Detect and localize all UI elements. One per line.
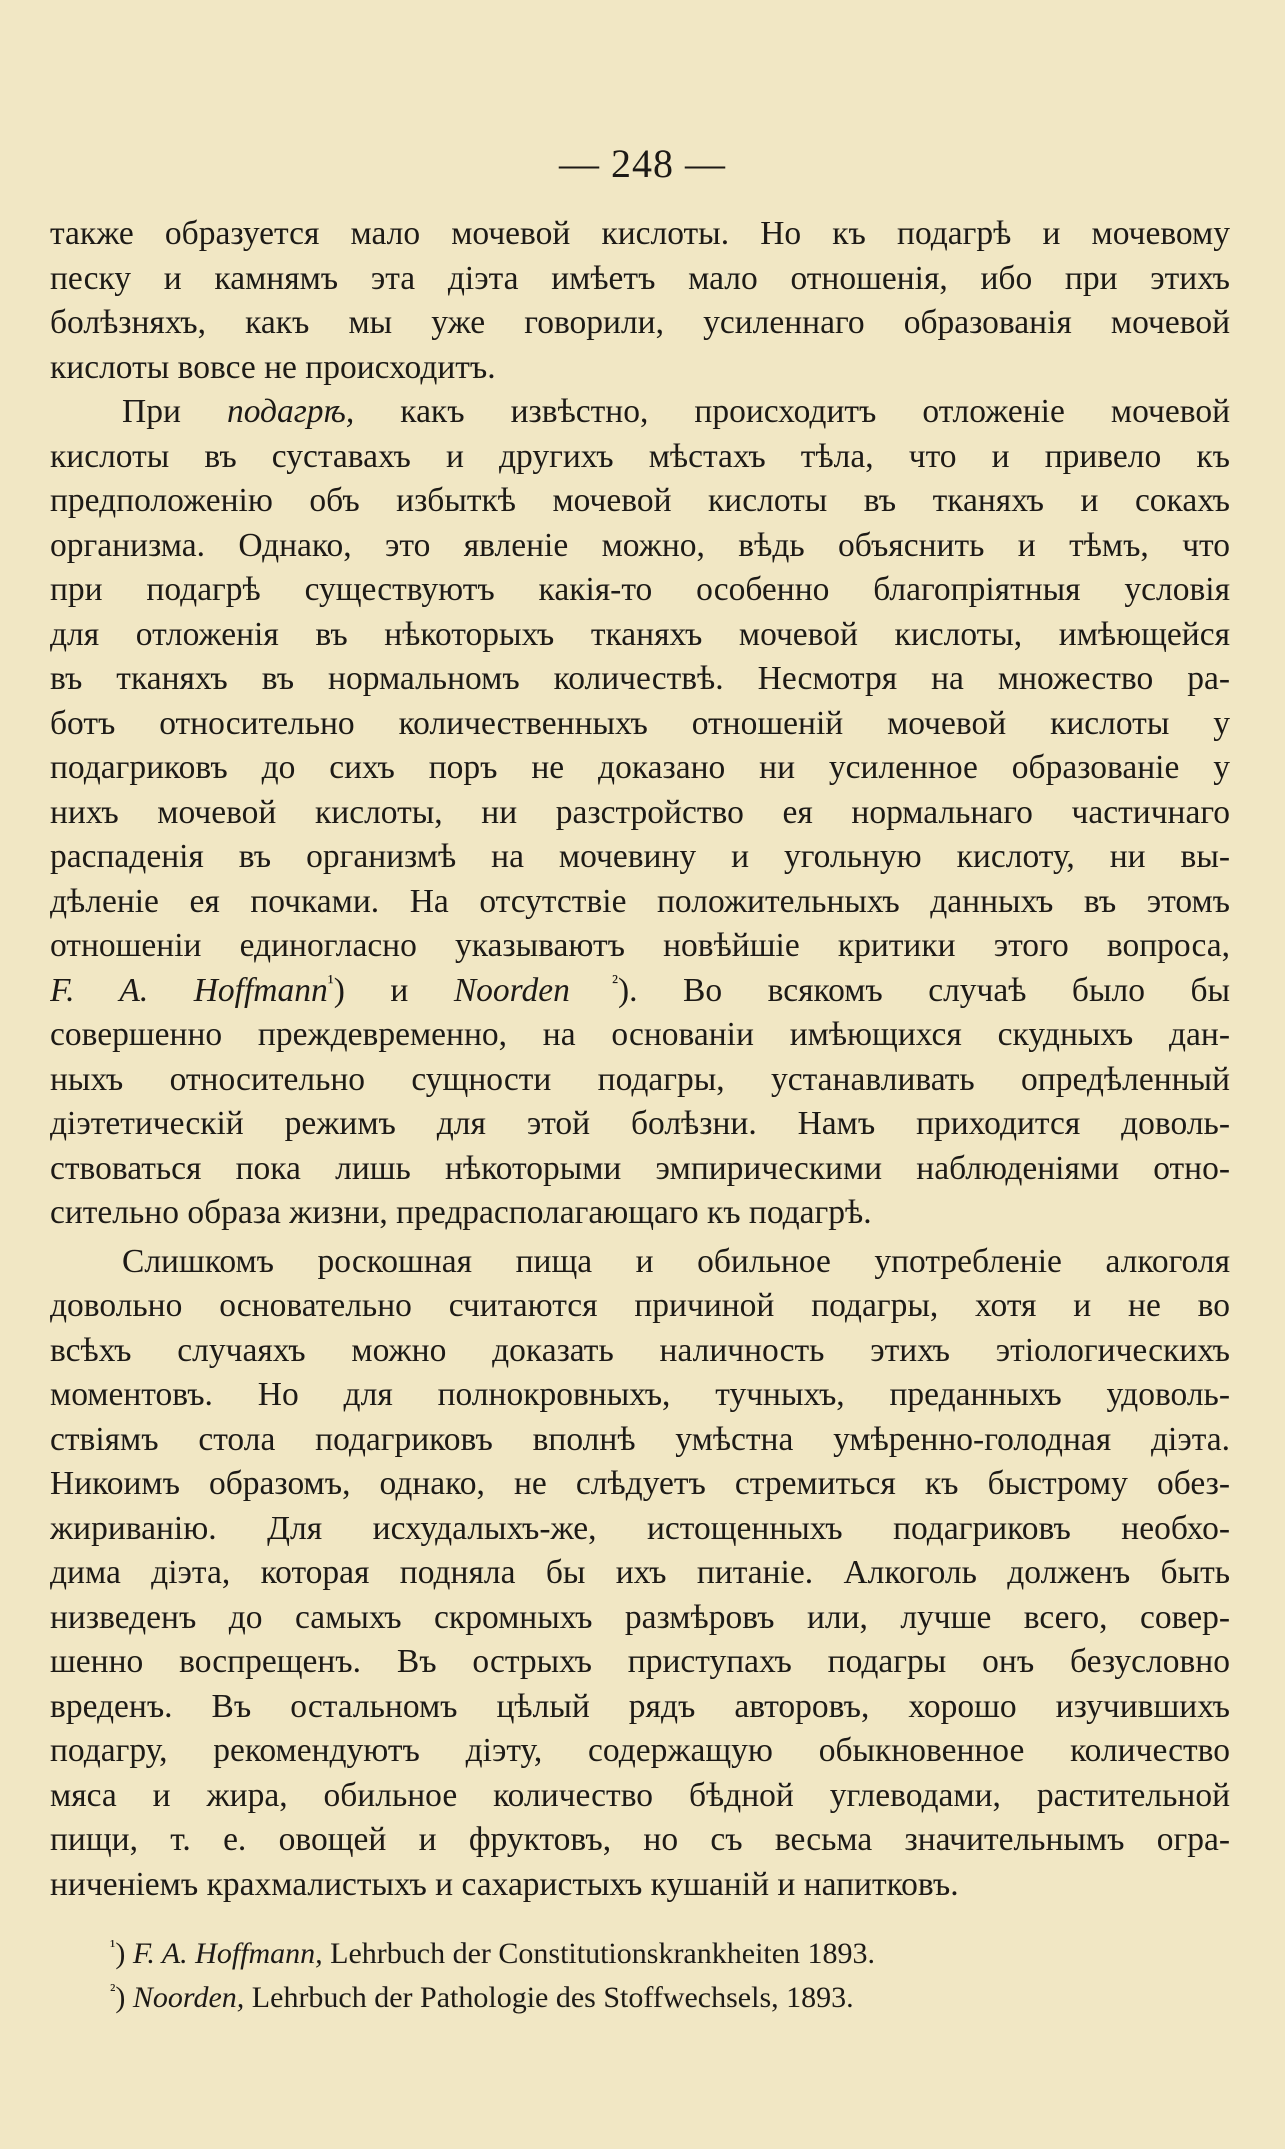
text-line: ствіямъ стола подагриковъ вполнѣ умѣстна умѣренно-голодная діэта. bbox=[50, 1420, 1230, 1458]
text-run: какъ извѣстно, происходитъ отложеніе мочевой bbox=[354, 393, 1230, 430]
italic-text: Noorden bbox=[453, 971, 570, 1009]
text-line: организма. Однако, это явленіе можно, вѣдь объяснить и тѣмъ, что bbox=[50, 526, 1230, 564]
text-line: Никоимъ образомъ, однако, не слѣдуетъ стремиться къ быстрому обез- bbox=[50, 1465, 1230, 1502]
text-line: въ тканяхъ въ нормальномъ количествѣ. Несмотря на множество ра- bbox=[50, 660, 1230, 697]
text-line: довольно основательно считаются причиной подагры, хотя и не во bbox=[50, 1287, 1230, 1324]
text-run: ) и bbox=[333, 971, 454, 1009]
text-line: нихъ мочевой кислоты, ни разстройство ея нормальнаго частичнаго bbox=[50, 793, 1230, 831]
text-line: вреденъ. Въ остальномъ цѣлый рядъ авторовъ, хорошо изучившихъ bbox=[50, 1687, 1230, 1725]
text-line: отношеніи единогласно указываютъ новѣйшіе критики этого вопроса, bbox=[50, 927, 1230, 964]
page-number: — 248 — bbox=[559, 141, 726, 186]
text-line: подагру, рекомендуютъ діэту, содержащую обыкновенное количество bbox=[50, 1732, 1230, 1769]
footnote-author: Noorden, bbox=[132, 1981, 245, 2014]
text-line: ботъ относительно количественныхъ отношеній мочевой кислоты у bbox=[50, 704, 1230, 742]
text-line: песку и камнямъ эта діэта имѣетъ мало отношенія, ибо при этихъ bbox=[50, 259, 1230, 297]
footnote-paren: ) bbox=[115, 1937, 133, 1970]
footnote bbox=[110, 1932, 1230, 1976]
footnotes bbox=[110, 1932, 1230, 2020]
text-line: моментовъ. Но для полнокровныхъ, тучныхъ, преданныхъ удоволь- bbox=[50, 1376, 1230, 1413]
text-line: ныхъ относительно сущности подагры, устанавливать опредѣленный bbox=[50, 1060, 1230, 1098]
text-line: мяса и жира, обильное количество бѣдной углеводами, растительной bbox=[50, 1776, 1230, 1814]
footnote-paren: ) bbox=[115, 1981, 133, 2014]
text-line bbox=[50, 969, 1230, 1014]
text-line: кислоты въ суставахъ и другихъ мѣстахъ тѣла, что и привело къ bbox=[50, 437, 1230, 475]
text-line: болѣзняхъ, какъ мы уже говорили, усиленнаго образованія мочевой bbox=[50, 304, 1230, 341]
text-line: для отложенія въ нѣкоторыхъ тканяхъ мочевой кислоты, имѣющейся bbox=[50, 615, 1230, 653]
text-line: сительно образа жизни, предрасполагающаго къ подагрѣ. bbox=[50, 1194, 872, 1231]
text-line: ствоваться пока лишь нѣкоторыми эмпирическими наблюденіями отно- bbox=[50, 1149, 1230, 1187]
text-line: всѣхъ случаяхъ можно доказать наличность этихъ этіологическихъ bbox=[50, 1331, 1230, 1369]
text-line: подагриковъ до сихъ поръ не доказано ни усиленное образованіе у bbox=[50, 749, 1230, 786]
footnote-mark: ² bbox=[110, 1980, 116, 2000]
text-line: ниченіемъ крахмалистыхъ и сахаристыхъ кушаній и напитковъ. bbox=[50, 1865, 959, 1903]
text-run: При bbox=[122, 393, 227, 430]
text-line: кислоты вовсе не происходитъ. bbox=[50, 348, 496, 386]
text-line: при подагрѣ существуютъ какія-то особенно благопріятныя условія bbox=[50, 571, 1230, 608]
text-line: также образуется мало мочевой кислоты. Но къ подагрѣ и мочевому bbox=[50, 215, 1230, 252]
footnote-ref: ² bbox=[569, 971, 619, 994]
text-line: предположенію объ избыткѣ мочевой кислоты въ тканяхъ и сокахъ bbox=[50, 482, 1230, 519]
text-run: ). Во всякомъ случаѣ было бы bbox=[618, 971, 1230, 1009]
text-line: пищи, т. е. овощей и фруктовъ, но съ весьма значительнымъ огра- bbox=[50, 1821, 1230, 1858]
text-line: совершенно преждевременно, на основаніи имѣющихся скудныхъ дан- bbox=[50, 1016, 1230, 1053]
italic-text: F. A. Hoffmann bbox=[50, 971, 328, 1009]
footnote-text: Lehrbuch der Constitutionskrankheiten 1893. bbox=[322, 1937, 876, 1970]
text-line: дима діэта, которая подняла бы ихъ питаніе. Алкоголь долженъ быть bbox=[50, 1554, 1230, 1591]
text-line: жириванію. Для исхудалыхъ-же, истощенныхъ подагриковъ необхо- bbox=[50, 1509, 1230, 1547]
footnote-text: Lehrbuch der Pathologie des Stoffwechsels, 1893. bbox=[244, 1981, 854, 2014]
text-line bbox=[50, 390, 1230, 435]
text-line: шенно воспрещенъ. Въ острыхъ приступахъ подагры онъ безусловно bbox=[50, 1643, 1230, 1680]
body-text bbox=[50, 212, 1230, 1907]
text-line: распаденія въ организмѣ на мочевину и угольную кислоту, ни вы- bbox=[50, 838, 1230, 875]
text-line: дѣленіе ея почками. На отсутствіе положительныхъ данныхъ въ этомъ bbox=[50, 882, 1230, 920]
italic-text: подагрѣ, bbox=[226, 393, 355, 430]
text-line: Слишкомъ роскошная пища и обильное употребленіе алкоголя bbox=[122, 1242, 1230, 1280]
text-line: діэтетическій режимъ для этой болѣзни. Намъ приходится доволь- bbox=[50, 1105, 1230, 1142]
footnote-mark: ¹ bbox=[110, 1936, 116, 1956]
text-line: низведенъ до самыхъ скромныхъ размѣровъ или, лучше всего, совер- bbox=[50, 1598, 1230, 1636]
footnote-author: F. A. Hoffmann, bbox=[132, 1937, 323, 1970]
footnote-ref: ¹ bbox=[327, 971, 334, 994]
footnote bbox=[110, 1976, 1230, 2020]
